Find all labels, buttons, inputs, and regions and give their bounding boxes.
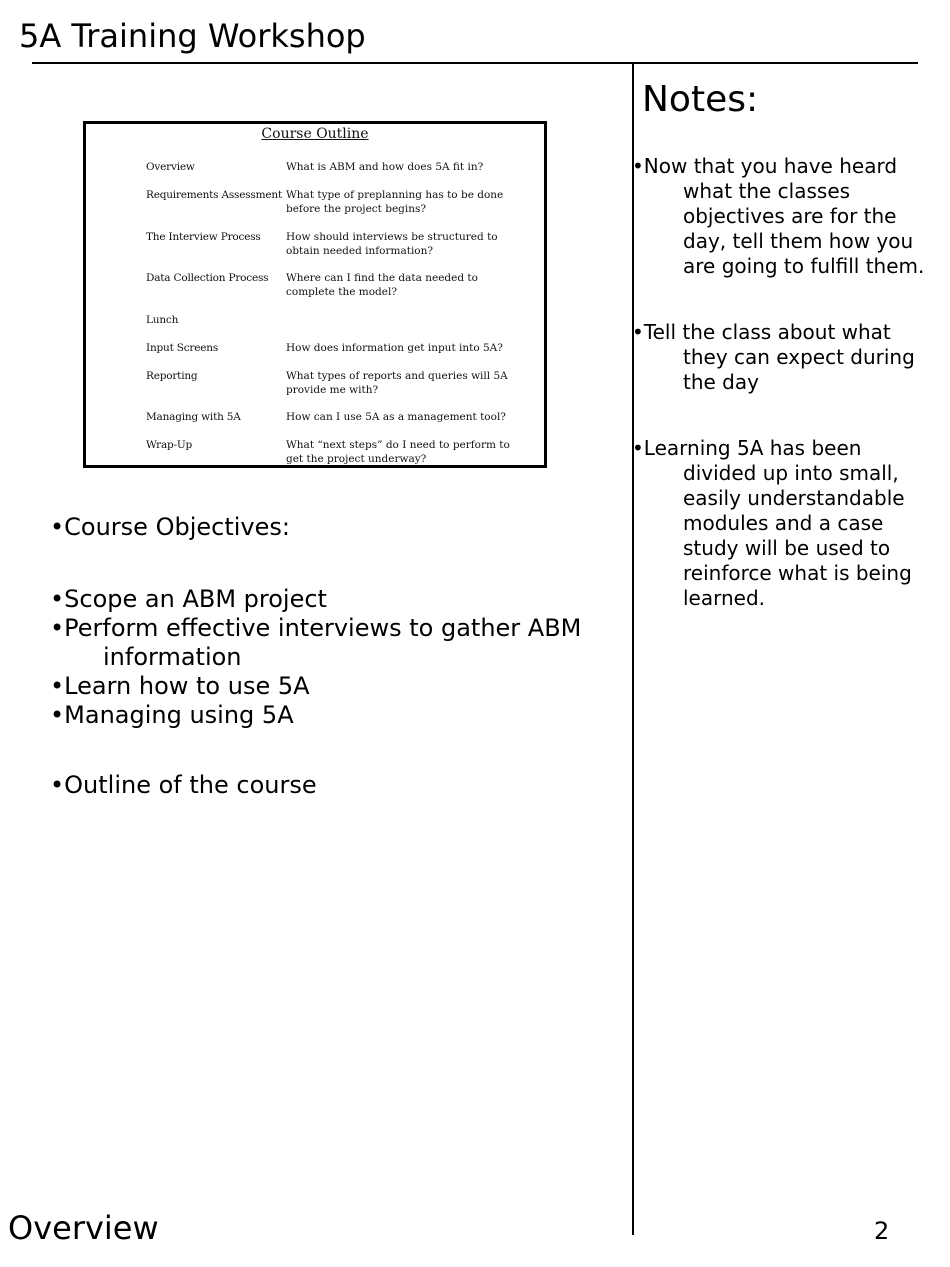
outline-topic: Input Screens: [146, 342, 219, 354]
outline-topic: Managing with 5A: [146, 411, 241, 423]
page-title: 5A Training Workshop: [19, 17, 366, 55]
note-text: Now that you have heard: [643, 154, 898, 178]
note-text: Learning 5A has been: [643, 436, 862, 460]
bullet-learn-5a: [50, 672, 640, 701]
outline-description: Where can I find the data needed to complete the model?: [286, 272, 478, 298]
note-text-line: reinforce what is being: [683, 561, 912, 585]
course-outline-title: Course Outline: [261, 126, 369, 142]
note-item: [632, 436, 950, 611]
outline-description: What type of preplanning has to be done before the project begins?: [286, 189, 504, 215]
note-text-line: study will be used to: [683, 536, 891, 560]
bullet-glyph: •: [632, 320, 644, 344]
outline-topic: Lunch: [146, 314, 179, 326]
outline-description: What is ABM and how does 5A fit in?: [286, 161, 484, 173]
note-item: [632, 154, 950, 279]
bullet-effective-interviews: [50, 614, 640, 672]
bullet-text: Managing using 5A: [64, 701, 294, 729]
note-text-line: learned.: [683, 586, 766, 610]
note-text-line: the day: [683, 370, 759, 394]
bullet-text: Course Objectives:: [64, 513, 290, 541]
outline-topic: The Interview Process: [146, 231, 261, 243]
bullet-glyph: •: [50, 585, 65, 613]
note-text-line: easily understandable: [683, 486, 905, 510]
outline-description: How can I use 5A as a management tool?: [286, 411, 506, 423]
section-label: Overview: [8, 1209, 159, 1247]
bullet-glyph: •: [50, 701, 65, 729]
outline-topic: Requirements Assessment: [146, 189, 282, 201]
bullet-glyph: •: [50, 771, 65, 799]
outline-topic: Wrap-Up: [146, 439, 193, 451]
note-text-line: are going to fulfill them.: [683, 254, 925, 278]
bullet-glyph: •: [50, 672, 65, 700]
note-text-line: what the classes: [683, 179, 851, 203]
notes-heading: Notes:: [642, 79, 759, 120]
outline-topic: Data Collection Process: [146, 272, 269, 284]
bullet-text: Learn how to use 5A: [64, 672, 310, 700]
course-outline-box: [83, 121, 547, 468]
bullet-glyph: •: [50, 614, 65, 642]
outline-description: What types of reports and queries will 5A provide me with?: [286, 370, 508, 396]
note-text-line: objectives are for the: [683, 204, 897, 228]
bullet-scope-project: [50, 585, 640, 614]
note-text: Tell the class about what: [643, 320, 891, 344]
note-text-line: they can expect during: [683, 345, 915, 369]
note-text-line: day, tell them how you: [683, 229, 914, 253]
outline-topic: Reporting: [146, 370, 198, 382]
note-text-line: divided up into small,: [683, 461, 899, 485]
page-number: 2: [874, 1217, 890, 1245]
bullet-glyph: •: [632, 436, 644, 460]
note-text-line: modules and a case: [683, 511, 884, 535]
note-item: [632, 320, 950, 395]
bullet-managing-5a: [50, 701, 640, 730]
bullet-glyph: •: [632, 154, 644, 178]
bullet-text: Perform effective interviews to gather ABM: [64, 614, 582, 642]
outline-description: How does information get input into 5A?: [286, 342, 503, 354]
header-divider: [32, 62, 918, 64]
bullet-text: Scope an ABM project: [64, 585, 327, 613]
bullet-outline: [50, 771, 640, 800]
bullet-glyph: •: [50, 513, 65, 541]
bullet-text-continuation: information: [103, 643, 242, 671]
outline-topic: Overview: [146, 161, 195, 173]
bullet-course-objectives: [50, 513, 640, 542]
bullet-text: Outline of the course: [64, 771, 317, 799]
outline-description: How should interviews be structured to obtain needed information?: [286, 231, 498, 257]
outline-description: What “next steps” do I need to perform to get the project underway?: [286, 439, 510, 465]
